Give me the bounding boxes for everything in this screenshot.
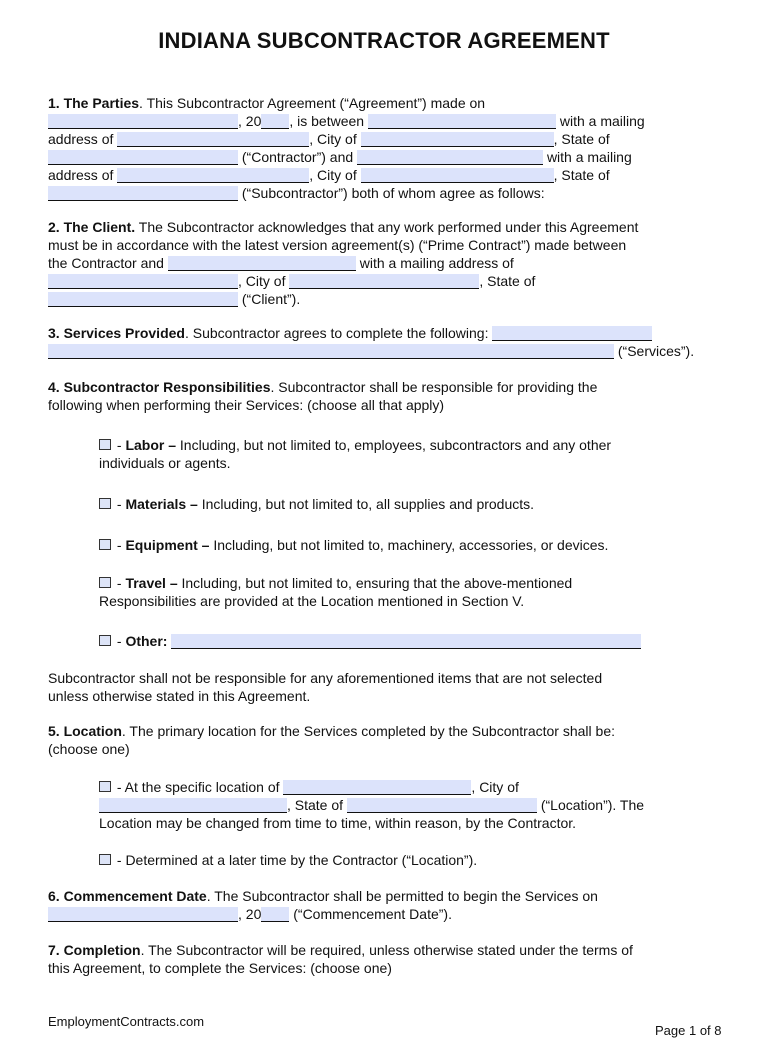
equipment-checkbox[interactable] <box>99 539 111 550</box>
location-city-field[interactable] <box>99 798 287 813</box>
commencement-date-field[interactable] <box>48 907 238 922</box>
section-parties: 1. The Parties. This Subcontractor Agreement (“Agreement”) made on , 20 , is between with a mailing address of , City of , State of (“Contractor”) and with a mailing address of , City of , State of (“Subcontractor”) both of whom agree as follows: <box>48 95 645 201</box>
section-heading: 3. Services Provided <box>48 325 185 341</box>
services-field-1[interactable] <box>492 326 652 341</box>
page-number: Page 1 of 8 <box>655 1023 722 1038</box>
option-labor: - Labor – Including, but not limited to, employees, subcontractors and any other individuals or agents. <box>99 437 612 471</box>
client-state-field[interactable] <box>48 292 238 307</box>
agreement-year-field[interactable] <box>261 114 289 129</box>
responsibilities-note: Subcontractor shall not be responsible for any aforementioned items that are not selected unless otherwise stated in this Agreement. <box>48 670 603 704</box>
section-heading: 5. Location <box>48 723 122 739</box>
materials-checkbox[interactable] <box>99 498 111 509</box>
section-commencement: 6. Commencement Date. The Subcontractor shall be permitted to begin the Services on , 20 (“Commencement Date”). <box>48 888 598 922</box>
contractor-state-field[interactable] <box>48 150 238 165</box>
section-heading: 1. The Parties <box>48 95 140 111</box>
subcontractor-city-field[interactable] <box>361 168 554 183</box>
section-completion: 7. Completion. The Subcontractor will be required, unless otherwise stated under the terms of this Agreement, to complete the Services: (choose one) <box>48 942 633 976</box>
option-later-location: - Determined at a later time by the Contractor (“Location”). <box>99 851 699 869</box>
labor-checkbox[interactable] <box>99 439 111 450</box>
client-name-field[interactable] <box>168 256 356 271</box>
option-travel: - Travel – Including, but not limited to, ensuring that the above-mentioned Responsibilities are provided at the Location mentioned in Section V. <box>99 575 573 609</box>
section-heading: 7. Completion <box>48 942 141 958</box>
location-address-field[interactable] <box>283 780 471 795</box>
option-specific-location: - At the specific location of , City of , State of (“Location”). The Location may be changed from time to time, within reason, by the Contractor. <box>99 779 645 831</box>
other-field[interactable] <box>171 634 641 649</box>
client-address-field[interactable] <box>48 274 238 289</box>
option-other: - Other: <box>99 632 699 650</box>
section-location: 5. Location. The primary location for the Services completed by the Subcontractor shall be: (choose one) <box>48 723 616 757</box>
specific-location-checkbox[interactable] <box>99 781 111 792</box>
commencement-year-field[interactable] <box>261 907 289 922</box>
subcontractor-address-field[interactable] <box>117 168 309 183</box>
section-heading: 2. The Client. <box>48 219 136 235</box>
services-field-2[interactable] <box>48 344 614 359</box>
subcontractor-state-field[interactable] <box>48 186 238 201</box>
subcontractor-name-field[interactable] <box>357 150 543 165</box>
option-materials: - Materials – Including, but not limited to, all supplies and products. <box>99 495 699 513</box>
footer-site: EmploymentContracts.com <box>48 1014 205 1029</box>
section-heading: 6. Commencement Date <box>48 888 207 904</box>
later-location-checkbox[interactable] <box>99 854 111 865</box>
location-state-field[interactable] <box>347 798 537 813</box>
agreement-date-field[interactable] <box>48 114 238 129</box>
document-title: INDIANA SUBCONTRACTOR AGREEMENT <box>158 28 610 53</box>
contractor-name-field[interactable] <box>368 114 556 129</box>
section-responsibilities: 4. Subcontractor Responsibilities. Subcontractor shall be responsible for providing the following when performing their Services: (choose all that apply) <box>48 379 598 413</box>
travel-checkbox[interactable] <box>99 577 111 588</box>
option-equipment: - Equipment – Including, but not limited to, machinery, accessories, or devices. <box>99 536 699 554</box>
client-city-field[interactable] <box>289 274 479 289</box>
contractor-city-field[interactable] <box>361 132 554 147</box>
section-client: 2. The Client. The Subcontractor acknowledges that any work performed under this Agreement must be in accordance with the latest version agreement(s) (“Prime Contract”) made between the Contractor and with a mailing address of , City of , State of (“Client”). <box>48 219 639 307</box>
section-services: 3. Services Provided. Subcontractor agrees to complete the following: (“Services”). <box>48 325 695 359</box>
other-checkbox[interactable] <box>99 635 111 646</box>
section-heading: 4. Subcontractor Responsibilities <box>48 379 271 395</box>
contractor-address-field[interactable] <box>117 132 309 147</box>
